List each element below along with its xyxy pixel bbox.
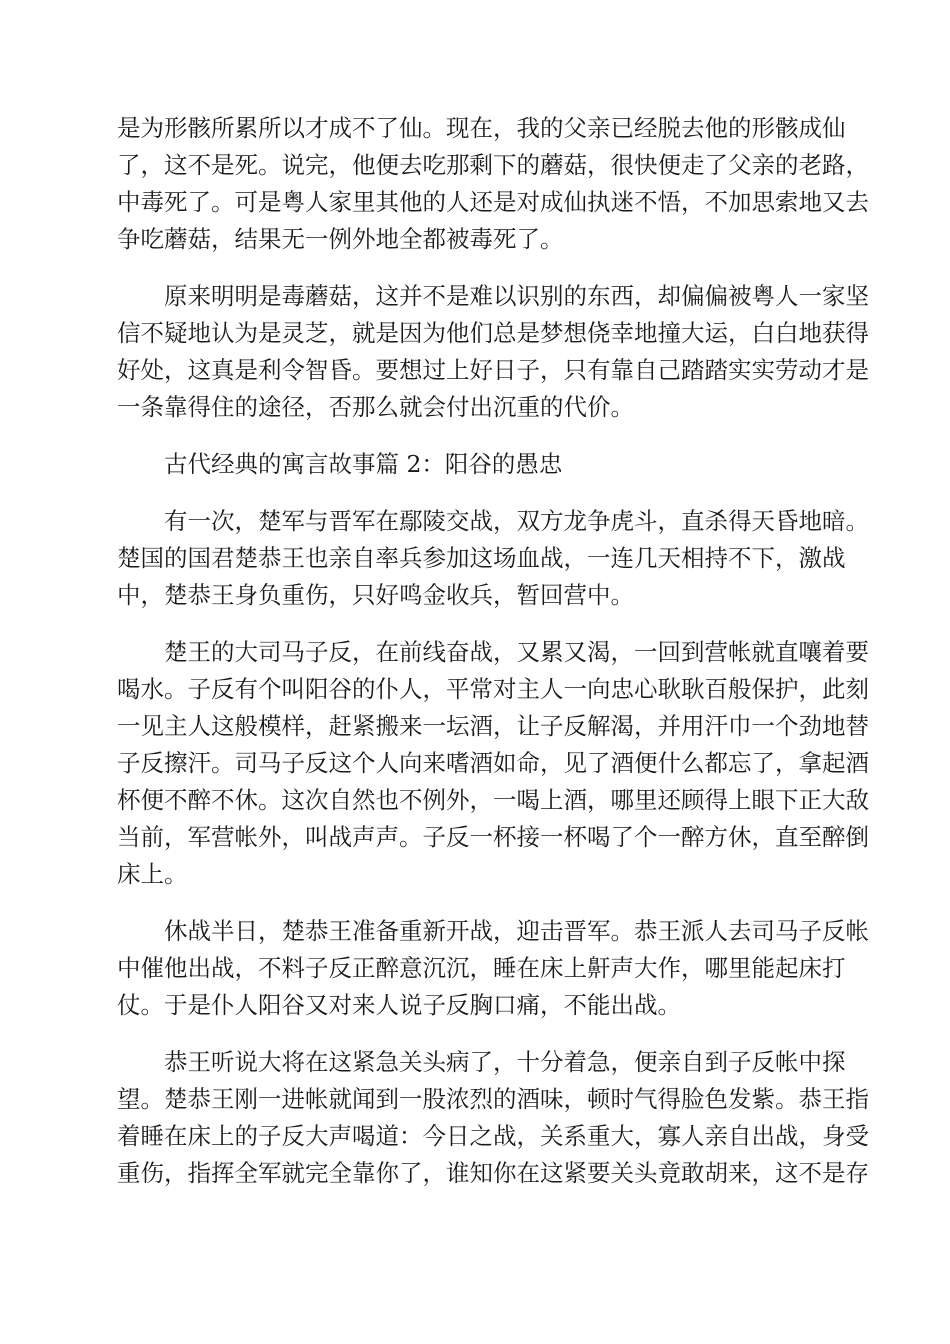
text-line: 中催他出战，不料子反正醉意沉沉，睡在床上鼾声大作，哪里能起床打: [117, 954, 846, 982]
text-line: 望。楚恭王刚一进帐就闻到一股浓烈的酒味，顿时气得脸色发紫。恭王指: [117, 1085, 869, 1113]
text-line: 重伤，指挥全军就完全靠你了，谁知你在这紧要关头竟敢胡来，这不是存: [117, 1159, 869, 1187]
text-line: 杯便不醉不休。这次自然也不例外，一喝上酒，哪里还顾得上眼下正大敌: [117, 786, 869, 814]
text-line: 当前，军营帐外，叫战声声。子反一杯接一杯喝了个一醉方休，直至醉倒: [117, 823, 869, 851]
text-line: 信不疑地认为是灵芝，就是因为他们总是梦想侥幸地撞大运，白白地获得: [117, 319, 869, 347]
text-line: 床上。: [117, 860, 188, 888]
text-line: 楚王的大司马子反，在前线奋战，又累又渴，一回到营帐就直嚷着要: [164, 638, 869, 666]
text-line: 争吃蘑菇，结果无一例外地全都被毒死了。: [117, 225, 564, 253]
text-line: 是为形骸所累所以才成不了仙。现在，我的父亲已经脱去他的形骸成仙: [117, 114, 846, 142]
text-line: 中毒死了。可是粤人家里其他的人还是对成仙执迷不悟，不加思索地又去: [117, 188, 869, 216]
paragraph-2: [117, 278, 869, 426]
text-line: 一条靠得住的途径，否那么就会付出沉重的代价。: [117, 393, 634, 421]
paragraph-5: [117, 913, 869, 1024]
paragraph-3: [117, 503, 869, 614]
text-line: 一见主人这般模样，赶紧搬来一坛酒，让子反解渴，并用汗巾一个劲地替: [117, 712, 869, 740]
text-line: 休战半日，楚恭王准备重新开战，迎击晋军。恭王派人去司马子反帐: [164, 917, 869, 945]
heading-text: 古代经典的寓言故事篇 2：阳谷的愚忠: [164, 450, 563, 478]
section-heading: [117, 446, 833, 483]
text-line: 仗。于是仆人阳谷又对来人说子反胸口痛，不能出战。: [117, 991, 681, 1019]
paragraph-4: [117, 634, 869, 893]
paragraph-6: [117, 1044, 869, 1192]
text-line: 喝水。子反有个叫阳谷的仆人，平常对主人一向忠心耿耿百般保护，此刻: [117, 675, 869, 703]
paragraph-1: [117, 110, 869, 258]
text-line: 有一次，楚军与晋军在鄢陵交战，双方龙争虎斗，直杀得天昏地暗。: [164, 507, 869, 535]
text-line: 子反擦汗。司马子反这个人向来嗜酒如命，见了酒便什么都忘了，拿起酒: [117, 749, 869, 777]
text-line: 楚国的国君楚恭王也亲自率兵参加这场血战，一连几天相持不下，激战: [117, 544, 846, 572]
text-line: 着睡在床上的子反大声喝道：今日之战，关系重大，寡人亲自出战，身受: [117, 1122, 869, 1150]
document-body: [117, 110, 869, 1212]
text-line: 了，这不是死。说完，他便去吃那剩下的蘑菇，很快便走了父亲的老路，: [117, 151, 869, 179]
text-line: 原来明明是毒蘑菇，这并不是难以识别的东西，却偏偏被粤人一家坚: [164, 282, 869, 310]
text-line: 好处，这真是利令智昏。要想过上好日子，只有靠自己踏踏实实劳动才是: [117, 356, 869, 384]
text-line: 恭王听说大将在这紧急关头病了，十分着急，便亲自到子反帐中探: [164, 1048, 846, 1076]
text-line: 中，楚恭王身负重伤，只好鸣金收兵，暂回营中。: [117, 581, 634, 609]
